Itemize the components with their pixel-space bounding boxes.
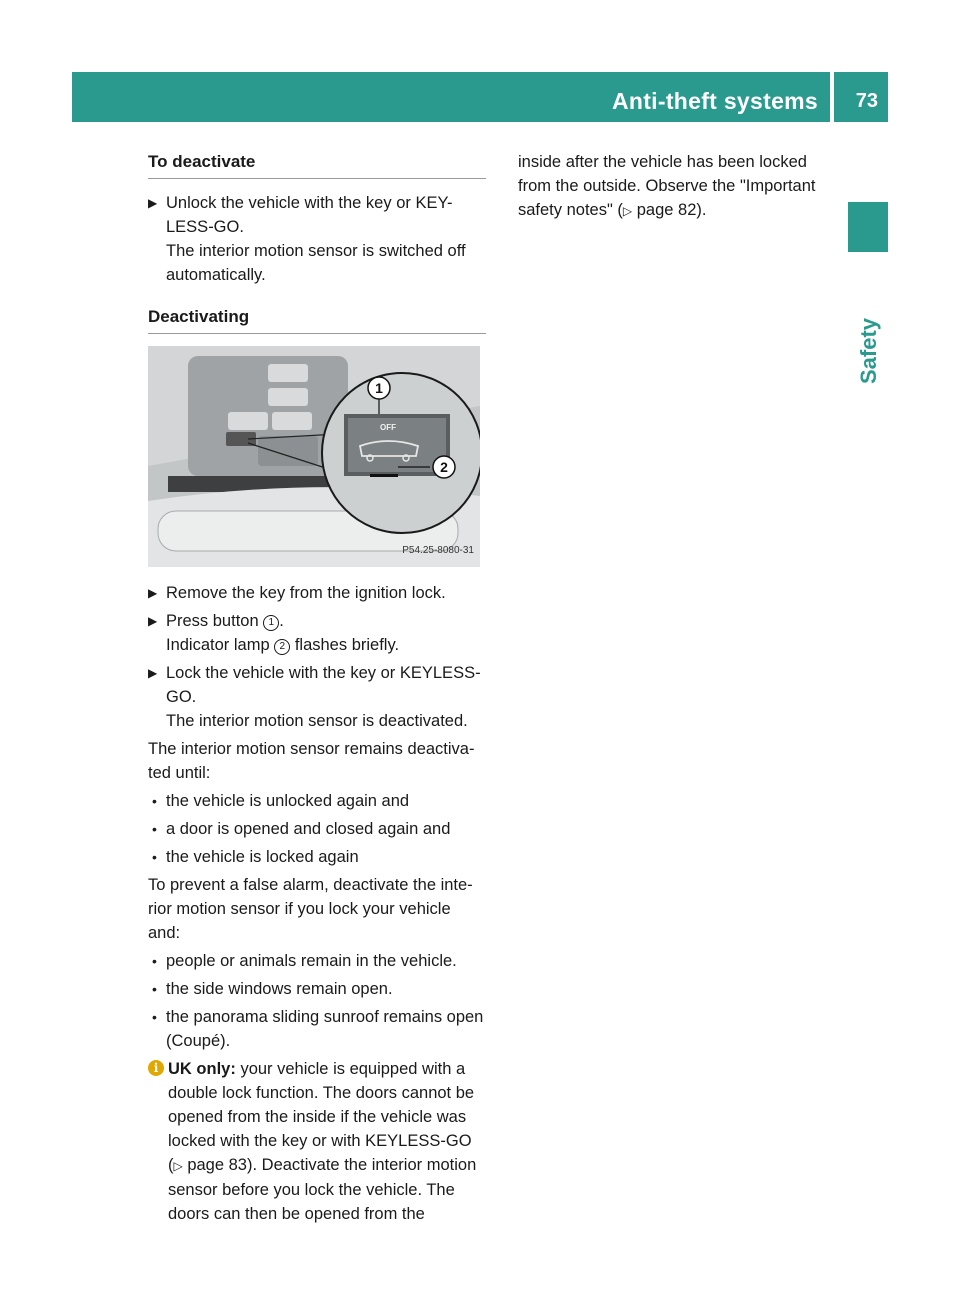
heading-deactivating: Deactivating [148, 305, 486, 334]
list-item [148, 789, 486, 813]
prevent-false-alarm-text: To prevent a false alarm, deactivate the inte-rior motion sensor if you lock your vehicle and: [148, 876, 473, 942]
remains-deactivated-text: The interior motion sensor remains deactiva-ted until: [148, 740, 475, 782]
press-result-prefix: Indicator lamp [166, 636, 270, 654]
step-unlock-text: Unlock the vehicle with the key or KEY-LESS-GO. [166, 194, 453, 236]
list-item-text: the vehicle is unlocked again and [166, 792, 410, 810]
figure-overhead-control-panel [148, 346, 480, 567]
callout-2-label: 2 [440, 459, 448, 475]
list-item-text: the vehicle is locked again [166, 848, 359, 866]
heading-to-deactivate: To deactivate [148, 150, 486, 179]
right-column-text [518, 150, 838, 223]
bullet-icon: • [152, 981, 157, 997]
right-column [518, 150, 838, 227]
step-arrow-icon: ▶ [148, 666, 158, 680]
page-reference-arrow-icon: ▷ [622, 204, 633, 218]
bullet-icon: • [152, 821, 157, 837]
right-text-1: inside after the vehicle has been locked from the outside. Observe the "Important safety notes" ( [518, 153, 816, 219]
left-column [148, 150, 486, 1226]
step-press-suffix: . [279, 612, 284, 630]
bullet-icon: • [152, 793, 157, 809]
info-label: UK only: [168, 1060, 236, 1078]
section-title: Anti-theft systems [611, 88, 818, 114]
list-item-text: people or animals remain in the vehicle. [166, 952, 457, 970]
list-item [148, 977, 486, 1001]
list-item [148, 845, 486, 869]
info-page-reference: page 83 [187, 1156, 247, 1174]
step-press-prefix: Press button [166, 612, 259, 630]
page-reference-arrow-icon: ▷ [173, 1159, 183, 1173]
bullet-icon: • [152, 849, 157, 865]
callout-2-ref: 2 [274, 639, 290, 655]
list-item [148, 949, 486, 973]
info-text-2: ). Deactivate the interior motion sensor before you lock the vehicle. The doors can then be opened from the [168, 1156, 477, 1223]
off-button-text: OFF [380, 423, 396, 432]
list-item-text: the side windows remain open. [166, 980, 393, 998]
callout-1-ref: 1 [263, 615, 279, 631]
callout-1-label: 1 [375, 380, 383, 396]
list-item [148, 1005, 486, 1053]
info-icon: i [148, 1060, 164, 1076]
side-tab-marker [848, 202, 888, 252]
step-arrow-icon: ▶ [148, 196, 158, 210]
info-note [148, 1057, 486, 1226]
right-text-2: ). [696, 201, 707, 219]
step-lock-result: The interior motion sensor is deactivated. [166, 712, 468, 730]
step-arrow-icon: ▶ [148, 586, 158, 600]
header-divider [830, 72, 834, 122]
header-bar [72, 72, 888, 122]
step-arrow-icon: ▶ [148, 614, 158, 628]
list-item-text: the panorama sliding sunroof remains open (Coupé). [166, 1008, 484, 1050]
list-item [148, 817, 486, 841]
list-item-text: a door is opened and closed again and [166, 820, 451, 838]
step-press-button [148, 609, 486, 657]
figure-code: P54.25-8080-31 [402, 545, 474, 556]
side-tab-label: Safety [856, 317, 881, 384]
step-unlock-result: The interior motion sensor is switched off automatically. [166, 242, 466, 284]
overhead-panel-illustration [148, 346, 480, 567]
step-press-result [166, 633, 486, 657]
step-lock-text: Lock the vehicle with the key or KEYLESS-GO. [166, 664, 481, 706]
step-remove-key-text: Remove the key from the ignition lock. [166, 584, 446, 602]
page-number: 73 [855, 90, 878, 112]
press-result-suffix: flashes briefly. [294, 636, 400, 654]
step-unlock [148, 191, 486, 287]
bullet-icon: • [152, 1009, 157, 1025]
bullet-icon: • [152, 953, 157, 969]
step-remove-key [148, 581, 486, 605]
right-page-reference: page 82 [636, 201, 697, 219]
info-text-1: your vehicle is equipped with a double lock function. The doors cannot be opened from the inside if the vehicle was locked with the key or with KEYLESS-GO ( [168, 1060, 475, 1174]
step-lock-vehicle [148, 661, 486, 733]
